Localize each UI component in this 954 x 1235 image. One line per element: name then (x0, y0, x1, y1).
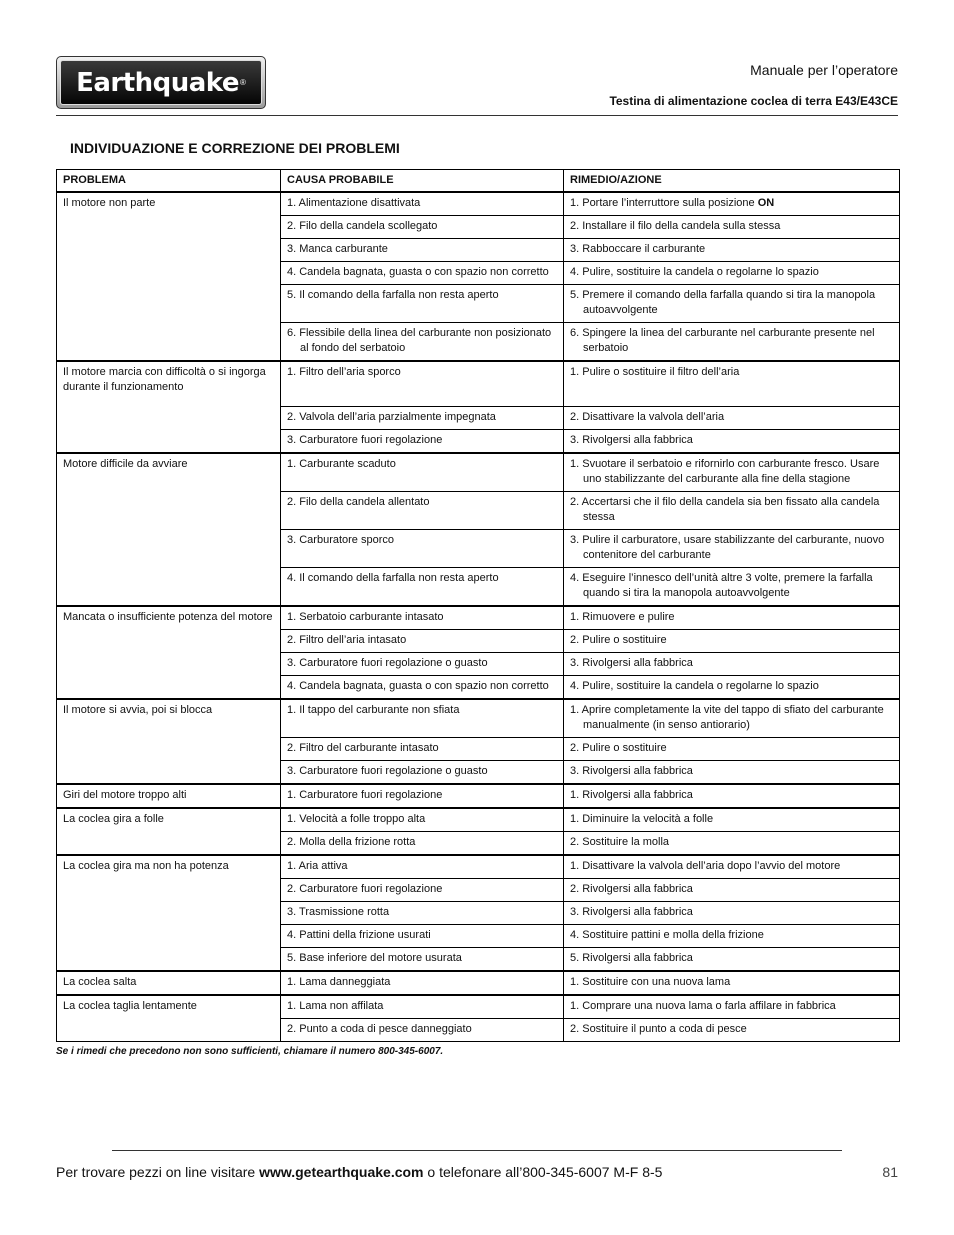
remedy-cell: 4. Pulire, sostituire la candela o regolarne lo spazio (564, 676, 900, 700)
cause-cell: 2. Filo della candela scollegato (281, 216, 564, 239)
cause-cell: 3. Carburatore fuori regolazione o guasto (281, 761, 564, 785)
remedy-cell: 1. Sostituire con una nuova lama (564, 971, 900, 995)
remedy-cell (564, 192, 900, 216)
remedy-cell: 2. Installare il filo della candela sulla stessa (564, 216, 900, 239)
cause-cell: 4. Il comando della farfalla non resta aperto (281, 568, 564, 607)
table-row (57, 453, 900, 492)
cause-cell: 3. Trasmissione rotta (281, 902, 564, 925)
column-header-problem: PROBLEMA (57, 170, 281, 193)
table-row (57, 606, 900, 630)
footer-text (56, 1164, 662, 1180)
remedy-cell: 1. Aprire completamente la vite del tappo di sfiato del carburante manualmente (in senso antiorario) (564, 699, 900, 738)
remedy-cell: 3. Pulire il carburatore, usare stabilizzante del carburante, nuovo contenitore del carburante (564, 530, 900, 568)
cause-cell: 1. Carburatore fuori regolazione (281, 784, 564, 808)
remedy-cell: 1. Pulire o sostituire il filtro dell’aria (564, 361, 900, 407)
remedy-cell: 2. Sostituire il punto a coda di pesce (564, 1019, 900, 1042)
problem-cell: Giri del motore troppo alti (57, 784, 281, 808)
remedy-cell: 4. Sostituire pattini e molla della frizione (564, 925, 900, 948)
cause-cell: 6. Flessibile della linea del carburante non posizionato al fondo del serbatoio (281, 323, 564, 362)
table-row (57, 808, 900, 832)
cause-cell: 2. Molla della frizione rotta (281, 832, 564, 856)
remedy-cell: 6. Spingere la linea del carburante nel carburante presente nel serbatoio (564, 323, 900, 362)
cause-cell: 3. Manca carburante (281, 239, 564, 262)
cause-cell: 1. Aria attiva (281, 855, 564, 879)
problem-cell: Il motore si avvia, poi si blocca (57, 699, 281, 784)
problem-cell: La coclea gira a folle (57, 808, 281, 855)
table-row (57, 192, 900, 216)
table-row (57, 855, 900, 879)
problem-cell: Motore difficile da avviare (57, 453, 281, 606)
cause-cell: 1. Lama non affilata (281, 995, 564, 1019)
remedy-cell: 1. Rivolgersi alla fabbrica (564, 784, 900, 808)
cause-cell: 2. Filtro del carburante intasato (281, 738, 564, 761)
troubleshooting-table (56, 169, 900, 1042)
problem-group (57, 699, 900, 784)
problem-group (57, 855, 900, 971)
page-number: 81 (882, 1164, 898, 1180)
remedy-cell: 2. Pulire o sostituire (564, 630, 900, 653)
cause-cell: 3. Carburatore fuori regolazione (281, 430, 564, 454)
header-divider (56, 115, 898, 116)
remedy-cell: 2. Sostituire la molla (564, 832, 900, 856)
remedy-cell: 4. Pulire, sostituire la candela o regolarne lo spazio (564, 262, 900, 285)
cause-cell: 2. Punto a coda di pesce danneggiato (281, 1019, 564, 1042)
cause-cell: 1. Carburante scaduto (281, 453, 564, 492)
section-title: INDIVIDUAZIONE E CORREZIONE DEI PROBLEMI (70, 140, 400, 156)
remedy-cell: 1. Svuotare il serbatoio e rifornirlo con carburante fresco. Usare uno stabilizzante del carburante alla fine della stagione (564, 453, 900, 492)
problem-group (57, 995, 900, 1042)
cause-cell: 5. Il comando della farfalla non resta aperto (281, 285, 564, 323)
problem-cell: La coclea salta (57, 971, 281, 995)
footer-url-link[interactable]: www.getearthquake.com (259, 1164, 424, 1180)
earthquake-logo (56, 56, 266, 109)
table-row (57, 784, 900, 808)
remedy-cell: 5. Premere il comando della farfalla quando si tira la manopola autoavvolgente (564, 285, 900, 323)
manual-title: Manuale per l’operatore (750, 62, 898, 78)
cause-cell: 1. Il tappo del carburante non sfiata (281, 699, 564, 738)
cause-cell: 1. Serbatoio carburante intasato (281, 606, 564, 630)
problem-cell: Il motore non parte (57, 192, 281, 361)
problem-cell: La coclea gira ma non ha potenza (57, 855, 281, 971)
product-subtitle: Testina di alimentazione coclea di terra E43/E43CE (609, 94, 898, 108)
remedy-cell: 2. Pulire o sostituire (564, 738, 900, 761)
remedy-cell: 2. Accertarsi che il filo della candela sia ben fissato alla candela stessa (564, 492, 900, 530)
problem-group (57, 453, 900, 606)
footer-text-after: o telefonare all’800-345-6007 M-F 8-5 (423, 1164, 663, 1180)
logo-text: Earthquake (76, 67, 240, 98)
problem-group (57, 192, 900, 361)
cause-cell: 2. Valvola dell’aria parzialmente impegnata (281, 407, 564, 430)
cause-cell: 1. Velocità a folle troppo alta (281, 808, 564, 832)
remedy-cell: 1. Disattivare la valvola dell’aria dopo l’avvio del motore (564, 855, 900, 879)
cause-cell: 2. Carburatore fuori regolazione (281, 879, 564, 902)
table-row (57, 995, 900, 1019)
table-row (57, 971, 900, 995)
cause-cell: 2. Filtro dell’aria intasato (281, 630, 564, 653)
table-header-row (57, 170, 900, 193)
cause-cell: 3. Carburatore sporco (281, 530, 564, 568)
problem-group (57, 361, 900, 453)
problem-group (57, 784, 900, 808)
footer-text-before: Per trovare pezzi on line visitare (56, 1164, 260, 1180)
cause-cell: 4. Candela bagnata, guasta o con spazio non corretto (281, 262, 564, 285)
remedy-text: 1. Portare l’interruttore sulla posizione (570, 197, 758, 209)
cause-cell: 3. Carburatore fuori regolazione o guasto (281, 653, 564, 676)
column-header-remedy: RIMEDIO/AZIONE (564, 170, 900, 193)
cause-cell: 1. Filtro dell’aria sporco (281, 361, 564, 407)
remedy-cell: 3. Rabboccare il carburante (564, 239, 900, 262)
remedy-cell: 3. Rivolgersi alla fabbrica (564, 430, 900, 454)
remedy-cell: 3. Rivolgersi alla fabbrica (564, 761, 900, 785)
problem-cell: La coclea taglia lentamente (57, 995, 281, 1042)
remedy-cell: 1. Rimuovere e pulire (564, 606, 900, 630)
remedy-cell: 4. Eseguire l’innesco dell’unità altre 3 volte, premere la farfalla quando si tira la manopola autoavvolgente (564, 568, 900, 607)
problem-group (57, 971, 900, 995)
column-header-cause: CAUSA PROBABILE (281, 170, 564, 193)
cause-cell: 1. Lama danneggiata (281, 971, 564, 995)
remedy-cell: 3. Rivolgersi alla fabbrica (564, 653, 900, 676)
cause-cell: 2. Filo della candela allentato (281, 492, 564, 530)
remedy-cell: 2. Disattivare la valvola dell’aria (564, 407, 900, 430)
cause-cell: 4. Pattini della frizione usurati (281, 925, 564, 948)
remedy-cell: 2. Rivolgersi alla fabbrica (564, 879, 900, 902)
footnote: Se i rimedi che precedono non sono sufficienti, chiamare il numero 800-345-6007. (56, 1046, 444, 1057)
registered-mark: ® (240, 78, 246, 87)
table-row (57, 699, 900, 738)
problem-cell: Mancata o insufficiente potenza del motore (57, 606, 281, 699)
remedy-cell: 5. Rivolgersi alla fabbrica (564, 948, 900, 972)
problem-group (57, 606, 900, 699)
footer-divider (112, 1150, 842, 1151)
remedy-emphasis: ON (757, 197, 775, 209)
cause-cell: 1. Alimentazione disattivata (281, 192, 564, 216)
remedy-cell: 1. Comprare una nuova lama o farla affilare in fabbrica (564, 995, 900, 1019)
remedy-cell: 1. Diminuire la velocità a folle (564, 808, 900, 832)
logo-plate (60, 60, 262, 105)
cause-cell: 4. Candela bagnata, guasta o con spazio non corretto (281, 676, 564, 700)
problem-cell: Il motore marcia con difficoltà o si ingorga durante il funzionamento (57, 361, 281, 453)
problem-group (57, 808, 900, 855)
cause-cell: 5. Base inferiore del motore usurata (281, 948, 564, 972)
remedy-cell: 3. Rivolgersi alla fabbrica (564, 902, 900, 925)
table-row (57, 361, 900, 407)
